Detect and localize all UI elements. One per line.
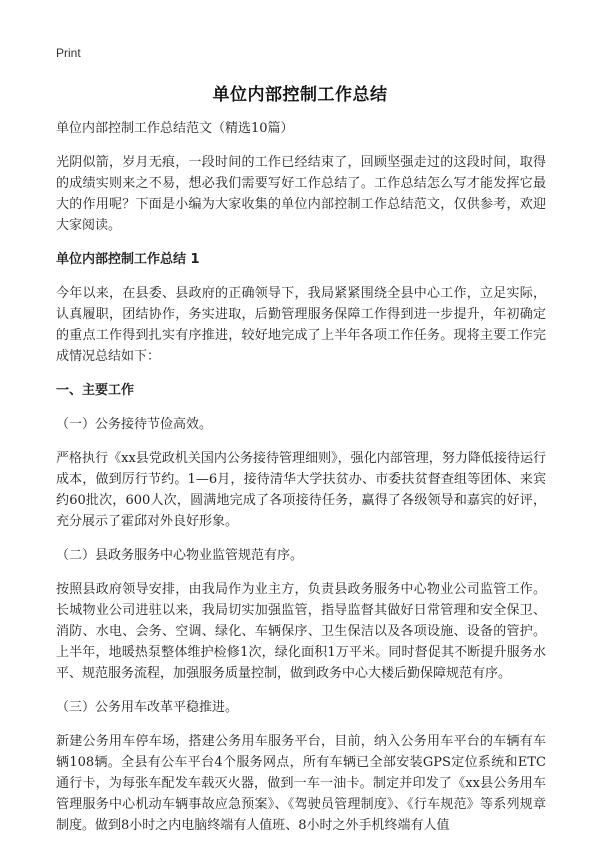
item1-body: 严格执行《xx县党政机关国内公务接待管理细则》，强化内部管理，努力降低接待运行成本，做到厉行节约。1—6月，接待清华大学扶贫办、市委扶贫督查组等团体、来宾约60批次，600人次，圆满地完成了各项接待任务，赢得了各级领导和嘉宾的好评，充分展示了霍邱对外良好形象。 [56,451,546,529]
item3-heading: （三）公务用车改革平稳推进。 [56,700,239,715]
print-link[interactable]: Print [56,46,81,60]
section-heading: 单位内部控制工作总结 1 [56,252,200,267]
item1-heading: （一）公务接待节俭高效。 [56,417,213,432]
item3-body: 新建公务用车停车场，搭建公务用车服务平台，目前，纳入公务用车平台的车辆有车辆108辆。全县有公车平台4个服务网点，所有车辆已全部安装GPS定位系统和ETC通行卡，为每张车配发车载灭火器，做到一车一油卡。制定并印发了《xx县公务用车管理服务中心机动车辆事故应急预案》、《驾驶员管理制度》、《行车规范》等系列规章制度。做到8小时之内电脑终端有人值班、8小时之外手机终端有人值 [56,734,546,833]
document-subtitle: 单位内部控制工作总结范文（精选10篇） [56,121,294,136]
intro-paragraph: 光阴似箭，岁月无痕，一段时间的工作已经结束了，回顾坚强走过的这段时间，取得的成绩实则来之不易，想必我们需要写好工作总结了。工作总结怎么写才能发挥它最大的作用呢？下面是小编为大家收集的单位内部控制工作总结范文，仅供参考，欢迎大家阅读。 [56,155,546,233]
main-work-heading: 一、主要工作 [56,383,135,398]
item2-body: 按照县政府领导安排，由我局作为业主方，负责县政务服务中心物业公司监管工作。长城物业公司进驻以来，我局切实加强监管，指导监督其做好日常管理和安全保卫、消防、水电、会务、空调、绿化、车辆保序、卫生保洁以及各项设施、设备的管护。上半年，地暖热泵整体维护检修1次，绿化面积1万平米。同时督促其不断提升服务水平、规范服务流程，加强服务质量控制，做到政务中心大楼后勤保障规范有序。 [56,582,546,681]
page-title: 单位内部控制工作总结 [212,85,388,105]
section-paragraph: 今年以来，在县委、县政府的正确领导下，我局紧紧围绕全县中心工作，立足实际，认真履职，团结协作，务实进取，后勤管理服务保障工作得到进一步提升，年初确定的重点工作得到扎实有序推进，较好地完成了上半年各项工作任务。现将主要工作完成情况总结如下： [56,286,546,364]
document-body [56,118,546,849]
item2-heading: （二）县政务服务中心物业监管规范有序。 [56,548,304,563]
